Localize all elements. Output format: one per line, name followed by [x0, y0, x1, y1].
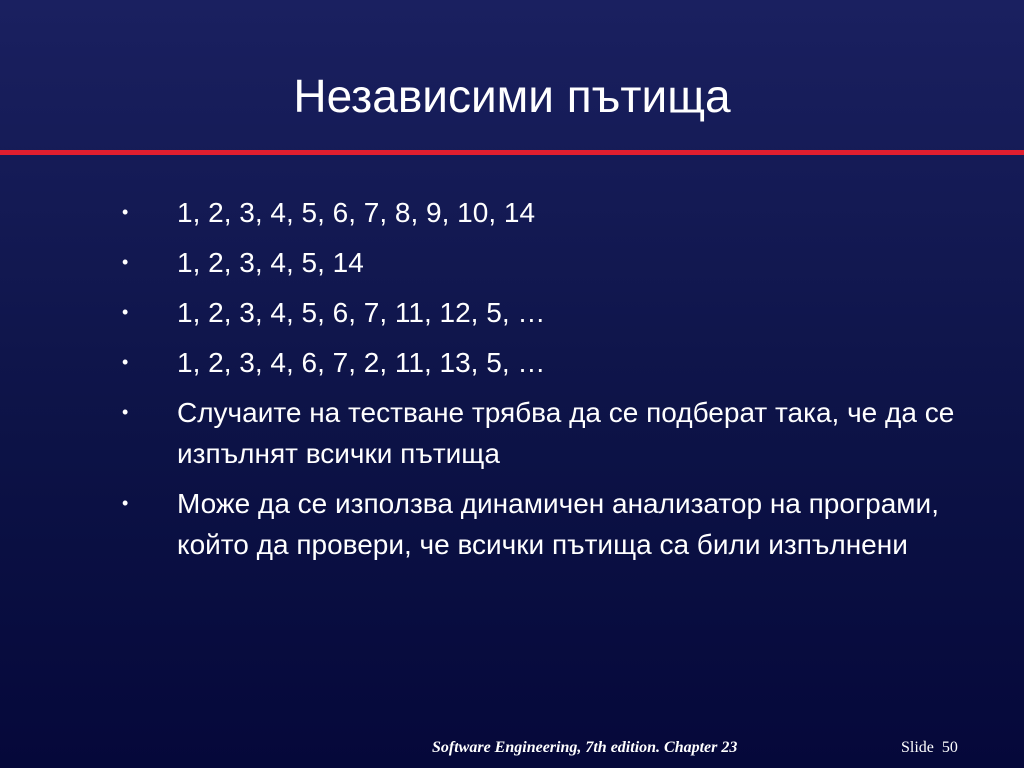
bullet-list	[122, 192, 982, 574]
bullet-icon: •	[122, 302, 129, 322]
slide-number-value: 50	[941, 739, 958, 756]
bullet-item	[122, 483, 982, 565]
bullet-item	[122, 192, 982, 233]
bullet-icon: •	[122, 252, 129, 272]
bullet-text: Може да се използва динамичен анализатор на програми, който да провери, че всички пътища са били изпълнени	[177, 488, 939, 560]
bullet-item	[122, 342, 982, 383]
bullet-text: Случаите на тестване трябва да се подберат така, че да се изпълнят всички пътища	[177, 397, 955, 469]
bullet-text: 1, 2, 3, 4, 5, 14	[177, 247, 364, 278]
bullet-icon: •	[122, 402, 129, 422]
bullet-item	[122, 392, 982, 474]
bullet-icon: •	[122, 352, 129, 372]
slide-number-label: Slide	[901, 739, 934, 756]
footer-reference: Software Engineering, 7th edition. Chapter 23	[432, 739, 738, 756]
bullet-text: 1, 2, 3, 4, 5, 6, 7, 11, 12, 5, …	[177, 297, 546, 328]
bullet-icon: •	[122, 493, 129, 513]
slide-title: Независими пътища	[293, 70, 731, 122]
bullet-item	[122, 292, 982, 333]
title-divider	[0, 150, 1024, 155]
bullet-icon: •	[122, 202, 129, 222]
bullet-text: 1, 2, 3, 4, 5, 6, 7, 8, 9, 10, 14	[177, 197, 536, 228]
bullet-item	[122, 242, 982, 283]
slide-number	[901, 738, 958, 758]
bullet-text: 1, 2, 3, 4, 6, 7, 2, 11, 13, 5, …	[177, 347, 546, 378]
